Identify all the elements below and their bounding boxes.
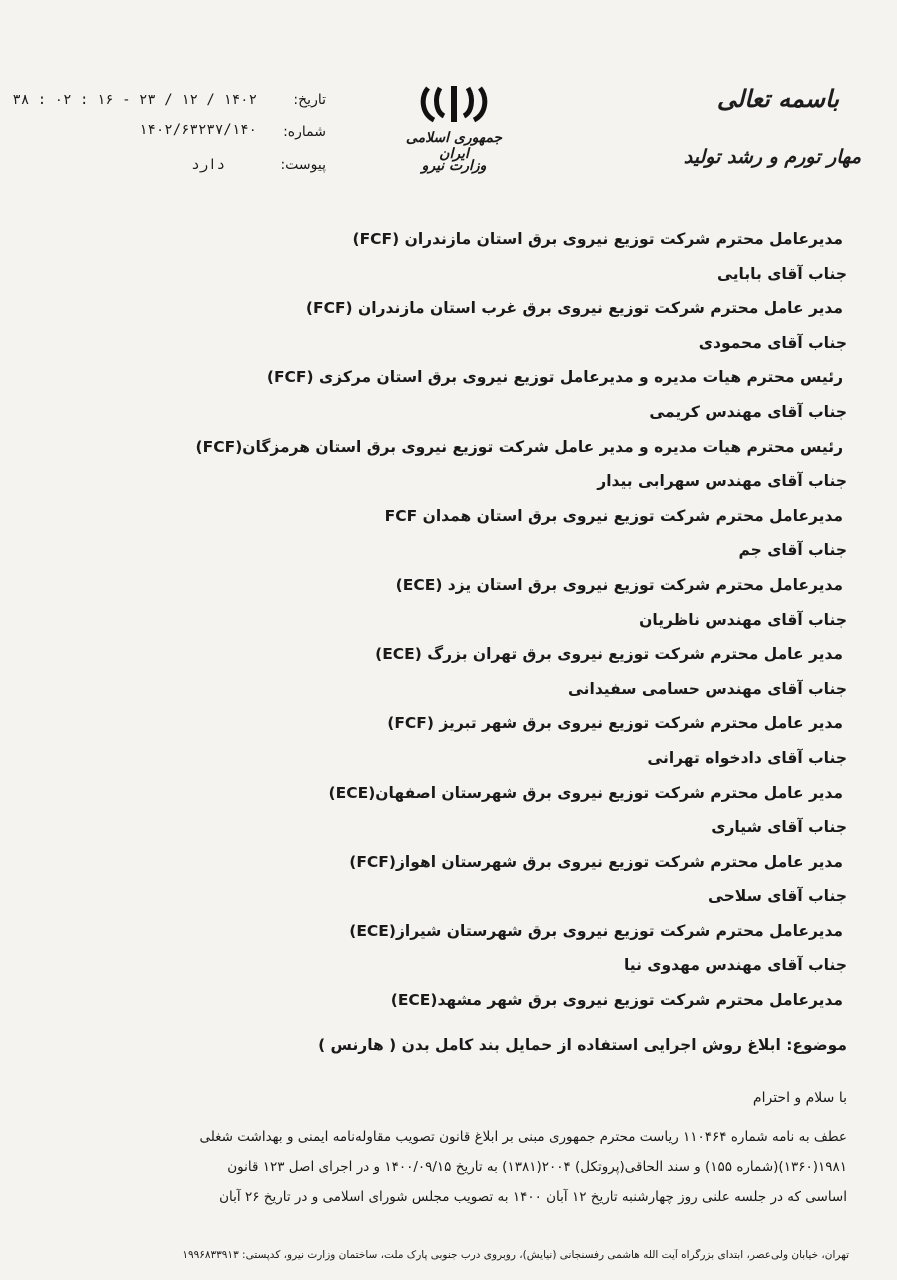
number-value: ۱۴۰۲/۶۳۲۳۷/۱۴۰ [138,122,257,138]
letter-subject: موضوع: ابلاغ روش اجرایی استفاده از حمایل بند کامل بدن ( هارنس ) [318,1036,847,1054]
addressee-organization: مدیر عامل محترم شرکت توزیع نیروی برق شهرستان اصفهان(ECE) [328,783,843,802]
iran-emblem-icon [420,84,488,128]
addressee-person: جناب آقای دادخواه تهرانی [647,748,847,767]
addressee-person: جناب آقای محمودی [698,333,847,352]
addressee-organization: رئیس محترم هیات مدیره و مدیرعامل توزیع نیروی برق استان مرکزی (FCF) [266,368,843,387]
attachment-label: پیوست: [280,157,326,173]
addressee-person: جناب آقای مهندس ناظریان [639,610,847,629]
addressee-organization: مدیر عامل محترم شرکت توزیع نیروی برق تهران بزرگ (ECE) [375,645,843,664]
body-paragraph-line: عطف به نامه شماره ۱۱۰۴۶۴ ریاست محترم جمهوری مبنی بر ابلاغ قانون تصویب مقاوله‌نامه ایمنی و بهداشت شغلی [199,1129,847,1145]
date-label: تاریخ: [293,92,326,108]
addressee-person: جناب آقای سلاحی [707,887,847,906]
addressee-organization: رئیس محترم هیات مدیره و مدیر عامل شرکت توزیع نیروی برق استان هرمزگان(FCF) [195,437,843,456]
addressee-person: جناب آقای مهندس حسامی سفیدانی [568,679,847,698]
addressee-organization: مدیر عامل محترم شرکت توزیع نیروی برق غرب استان مازندران (FCF) [305,299,843,318]
addressee-organization: مدیر عامل محترم شرکت توزیع نیروی برق شهر تبریز (FCF) [387,714,843,733]
addressee-person: جناب آقای بابایی [717,264,847,283]
addressee-organization: مدیرعامل محترم شرکت توزیع نیروی برق استان مازندران (FCF) [352,230,843,248]
addressee-person: جناب آقای جم [738,541,847,560]
letter-footer-address: تهران، خیابان ولی‌عصر، ابتدای بزرگراه آیت الله هاشمی رفسنجانی (نیایش)، روبروی درب جنوبی پارک ملت، ساختمان وزارت نیرو، کدپستی: ۱۹۹۶۸۳۳۹۱۳ [182,1249,849,1261]
letter-body [57,1122,847,1212]
letter-greeting: با سلام و احترام [752,1090,847,1106]
handwritten-slogan: مهار تورم و رشد تولید [683,146,861,168]
addressee-organization: مدیرعامل محترم شرکت توزیع نیروی برق استان همدان FCF [384,506,843,525]
addressee-organization: مدیرعامل محترم شرکت توزیع نیروی برق شهرستان شیراز(ECE) [349,921,843,940]
addressee-list [17,222,847,1018]
number-label: شماره: [283,124,326,140]
emblem-country: جمهوری اسلامی ایران [405,130,503,162]
attachment-value: دارد [191,157,225,173]
ministry-emblem [404,84,504,194]
body-paragraph-line: اساسی که در جلسه علنی روز چهارشنبه تاریخ ۱۲ آبان ۱۴۰۰ به تصویب مجلس شورای اسلامی و در تاریخ ۲۶ آبان [219,1189,847,1205]
date-value: ۱۴۰۲ / ۱۲ / ۲۳ - ۱۶ : ۰۲ : ۳۸ [12,92,257,108]
addressee-person: جناب آقای شیاری [711,818,847,837]
addressee-organization: مدیر عامل محترم شرکت توزیع نیروی برق شهرستان اهواز(FCF) [349,852,843,871]
emblem-ministry: وزارت نیرو [421,158,487,174]
addressee-organization: مدیرعامل محترم شرکت توزیع نیروی برق شهر مشهد(ECE) [390,991,843,1010]
addressee-person: جناب آقای مهندس سهرابی بیدار [597,472,847,491]
body-paragraph-line: ۱۹۸۱(۱۳۶۰)(شماره ۱۵۵) و سند الحاقی(پروتکل) ۲۰۰۴(۱۳۸۱) به تاریخ ۱۴۰۰/۰۹/۱۵ و در اجرای اصل ۱۲۳ قانون [227,1159,847,1175]
addressee-person: جناب آقای مهندس مهدوی نیا [623,956,847,975]
addressee-person: جناب آقای مهندس کریمی [649,402,847,421]
addressee-organization: مدیرعامل محترم شرکت توزیع نیروی برق استان یزد (ECE) [395,575,843,594]
handwritten-title: باسمه تعالی [716,84,839,113]
